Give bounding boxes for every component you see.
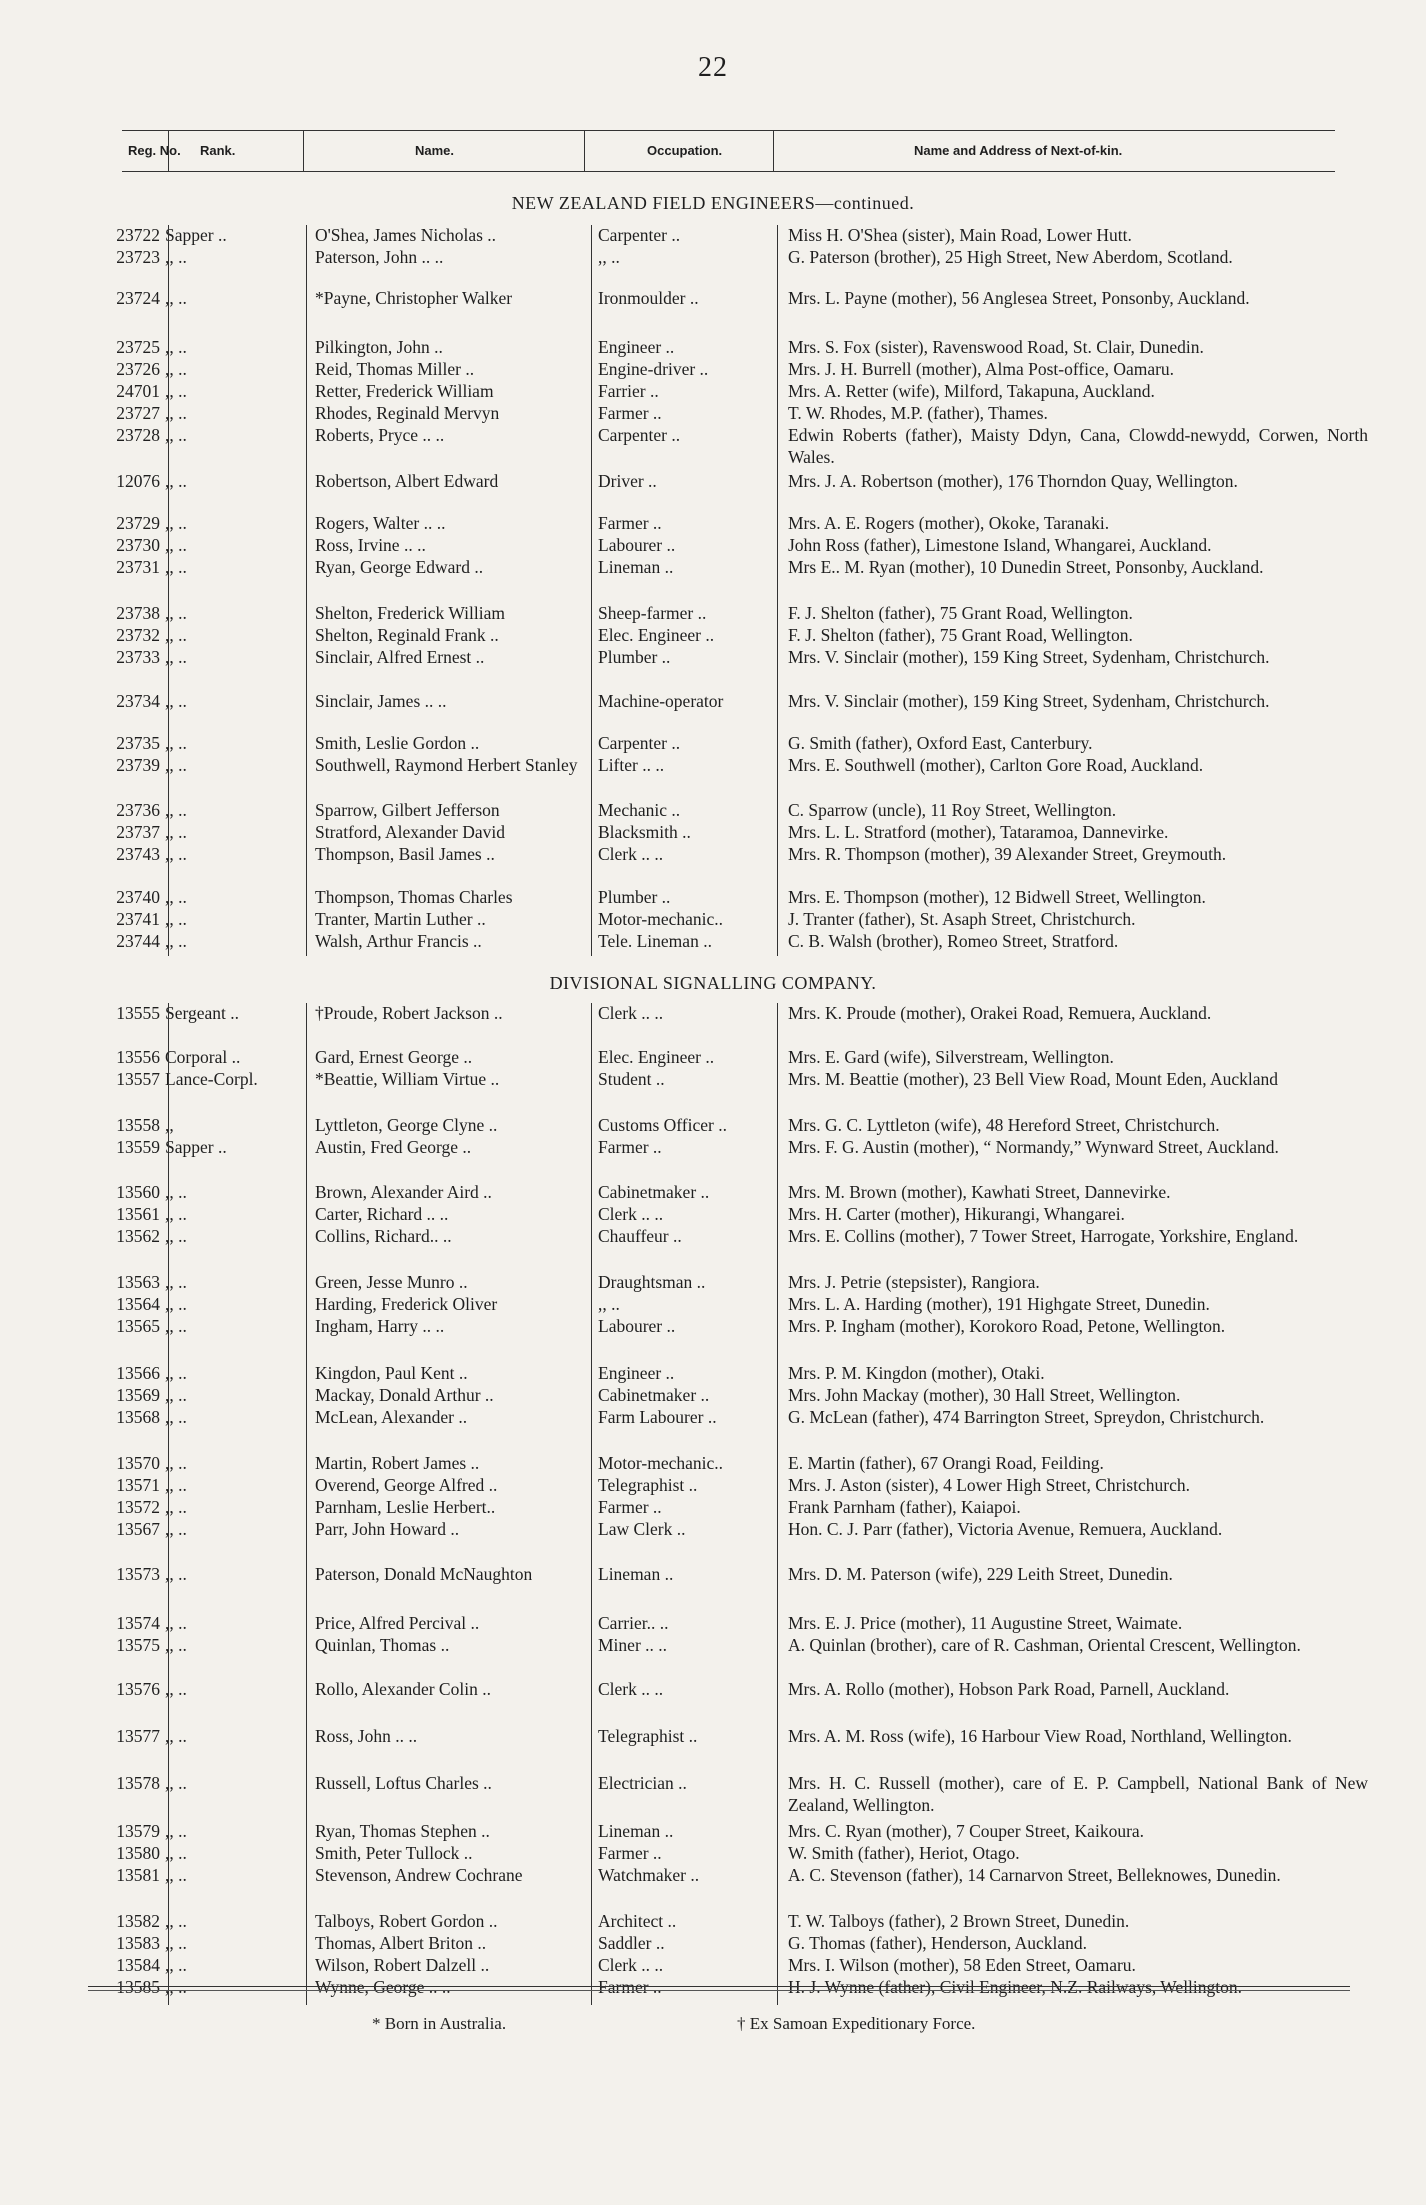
name-cell: Rhodes, Reginald Mervyn — [315, 403, 500, 423]
rank-cell: ,, .. — [165, 1519, 187, 1539]
next-of-kin-cell: Mrs. M. Brown (mother), Kawhati Street, Dannevirke. — [788, 1182, 1171, 1202]
rank-cell: ,, .. — [165, 1294, 187, 1314]
rank-cell: ,, — [165, 1115, 174, 1135]
name-cell: Tranter, Martin Luther .. — [315, 909, 486, 929]
next-of-kin-cell: Mrs. V. Sinclair (mother), 159 King Street, Sydenham, Christchurch. — [788, 647, 1270, 667]
occupation-cell: Farmer .. — [598, 1843, 662, 1863]
rank-cell: ,, .. — [165, 1933, 187, 1953]
reg-no-cell: 13565 — [116, 1316, 160, 1336]
occupation-cell: ,, .. — [598, 247, 620, 267]
reg-no-cell: 13581 — [116, 1865, 160, 1885]
reg-no-cell: 23731 — [116, 557, 160, 577]
name-cell: Shelton, Frederick William — [315, 603, 505, 623]
rank-cell: ,, .. — [165, 1635, 187, 1655]
name-cell: Lyttleton, George Clyne .. — [315, 1115, 498, 1135]
name-cell: Ryan, Thomas Stephen .. — [315, 1821, 490, 1841]
next-of-kin-cell: Mrs. K. Proude (mother), Orakei Road, Remuera, Auckland. — [788, 1003, 1212, 1023]
reg-no-cell: 13580 — [116, 1843, 160, 1863]
reg-no-cell: 13559 — [116, 1137, 160, 1157]
next-of-kin-cell: A. C. Stevenson (father), 14 Carnarvon Street, Belleknowes, Dunedin. — [788, 1865, 1281, 1885]
next-of-kin-cell: C. Sparrow (uncle), 11 Roy Street, Wellington. — [788, 800, 1117, 820]
reg-no-cell: 13558 — [116, 1115, 160, 1135]
occupation-cell: Mechanic .. — [598, 800, 681, 820]
name-cell: Sinclair, James .. .. — [315, 691, 447, 711]
occupation-cell: Lineman .. — [598, 557, 674, 577]
footnote-samoan: † Ex Samoan Expeditionary Force. — [737, 2014, 976, 2033]
next-of-kin-cell: Mrs. H. C. Russell (mother), care of E. P. Campbell, National Bank of New Zealand, Wellington. — [788, 1773, 1368, 1815]
name-cell: Parr, John Howard .. — [315, 1519, 460, 1539]
name-cell: Kingdon, Paul Kent .. — [315, 1363, 468, 1383]
reg-no-cell: 13574 — [116, 1613, 160, 1633]
occupation-cell: Cabinetmaker .. — [598, 1385, 710, 1405]
next-of-kin-cell: A. Quinlan (brother), care of R. Cashman, Oriental Crescent, Wellington. — [788, 1635, 1301, 1655]
next-of-kin-cell: F. J. Shelton (father), 75 Grant Road, Wellington. — [788, 625, 1133, 645]
rank-cell: ,, .. — [165, 1316, 187, 1336]
name-cell: McLean, Alexander .. — [315, 1407, 468, 1427]
rank-cell: ,, .. — [165, 1204, 187, 1224]
rank-cell: ,, .. — [165, 603, 187, 623]
next-of-kin-cell: Mrs. S. Fox (sister), Ravenswood Road, St. Clair, Dunedin. — [788, 337, 1204, 357]
occupation-cell: Blacksmith .. — [598, 822, 691, 842]
name-cell: Thompson, Basil James .. — [315, 844, 495, 864]
page-number: 22 — [698, 52, 728, 83]
rank-cell: ,, .. — [165, 1726, 187, 1746]
next-of-kin-cell: Mrs. L. A. Harding (mother), 191 Highgate Street, Dunedin. — [788, 1294, 1210, 1314]
rank-cell: ,, .. — [165, 1613, 187, 1633]
section-title-field-engineers: NEW ZEALAND FIELD ENGINEERS—continued. — [511, 193, 915, 213]
reg-no-cell: 13583 — [116, 1933, 160, 1953]
rank-cell: ,, .. — [165, 337, 187, 357]
occupation-cell: Farm Labourer .. — [598, 1407, 717, 1427]
occupation-cell: Plumber .. — [598, 647, 671, 667]
rank-cell: Sapper .. — [165, 225, 227, 245]
occupation-cell: Plumber .. — [598, 887, 671, 907]
name-cell: Overend, George Alfred .. — [315, 1475, 498, 1495]
reg-no-cell: 23744 — [116, 931, 160, 951]
name-cell: Russell, Loftus Charles .. — [315, 1773, 492, 1793]
next-of-kin-cell: Mrs. D. M. Paterson (wife), 229 Leith Street, Dunedin. — [788, 1564, 1173, 1584]
rank-cell: ,, .. — [165, 1911, 187, 1931]
rank-cell: ,, .. — [165, 844, 187, 864]
next-of-kin-cell: Mrs. A. Retter (wife), Milford, Takapuna, Auckland. — [788, 381, 1155, 401]
occupation-cell: Clerk .. .. — [598, 1679, 664, 1699]
reg-no-cell: 13557 — [116, 1069, 160, 1089]
occupation-cell: Lineman .. — [598, 1564, 674, 1584]
rank-cell: ,, .. — [165, 755, 187, 775]
name-cell: Paterson, John .. .. — [315, 247, 444, 267]
next-of-kin-cell: Mrs. E. Thompson (mother), 12 Bidwell Street, Wellington. — [788, 887, 1206, 907]
name-cell: Austin, Fred George .. — [315, 1137, 472, 1157]
table-header — [122, 130, 1335, 172]
header-occupation: Occupation. — [647, 143, 723, 158]
reg-no-cell: 23741 — [116, 909, 160, 929]
name-cell: Robertson, Albert Edward — [315, 471, 499, 491]
occupation-cell: Carpenter .. — [598, 425, 681, 445]
rank-cell: ,, .. — [165, 625, 187, 645]
occupation-cell: Elec. Engineer .. — [598, 625, 715, 645]
reg-no-cell: 23732 — [116, 625, 160, 645]
next-of-kin-cell: E. Martin (father), 67 Orangi Road, Feilding. — [788, 1453, 1104, 1473]
occupation-cell: Clerk .. .. — [598, 1003, 664, 1023]
name-cell: Talboys, Robert Gordon .. — [315, 1911, 498, 1931]
next-of-kin-cell: Mrs. E. Southwell (mother), Carlton Gore Road, Auckland. — [788, 755, 1204, 775]
header-rank: Rank. — [200, 143, 236, 158]
rank-cell: Sapper .. — [165, 1137, 227, 1157]
next-of-kin-cell: G. McLean (father), 474 Barrington Street, Spreydon, Christchurch. — [788, 1407, 1265, 1427]
occupation-cell: Tele. Lineman .. — [598, 931, 712, 951]
reg-no-cell: 23733 — [116, 647, 160, 667]
reg-no-cell: 13573 — [116, 1564, 160, 1584]
reg-no-cell: 23736 — [116, 800, 160, 820]
next-of-kin-cell: H. J. Wynne (father), Civil Engineer, N.Z. Railways, Wellington. — [788, 1977, 1243, 1997]
name-cell: Stevenson, Andrew Cochrane — [315, 1865, 523, 1885]
next-of-kin-cell: Mrs. A. Rollo (mother), Hobson Park Road, Parnell, Auckland. — [788, 1679, 1230, 1699]
next-of-kin-cell: J. Tranter (father), St. Asaph Street, Christchurch. — [788, 909, 1136, 929]
reg-no-cell: 13563 — [116, 1272, 160, 1292]
rank-cell: ,, .. — [165, 247, 187, 267]
reg-no-cell: 23743 — [116, 844, 160, 864]
header-name: Name. — [415, 143, 455, 158]
next-of-kin-cell: Hon. C. J. Parr (father), Victoria Avenue, Remuera, Auckland. — [788, 1519, 1223, 1539]
occupation-cell: Farrier .. — [598, 381, 659, 401]
name-cell: Reid, Thomas Miller .. — [315, 359, 475, 379]
column-rule — [306, 1003, 307, 2005]
rank-cell: ,, .. — [165, 1407, 187, 1427]
reg-no-cell: 13585 — [116, 1977, 160, 1997]
name-cell: Ingham, Harry .. .. — [315, 1316, 445, 1336]
rank-cell: ,, .. — [165, 909, 187, 929]
occupation-cell: Sheep-farmer .. — [598, 603, 707, 623]
reg-no-cell: 23729 — [116, 513, 160, 533]
reg-no-cell: 13570 — [116, 1453, 160, 1473]
occupation-cell: ,, .. — [598, 1294, 620, 1314]
reg-no-cell: 13566 — [116, 1363, 160, 1383]
name-cell: Stratford, Alexander David — [315, 822, 506, 842]
next-of-kin-cell: Mrs. I. Wilson (mother), 58 Eden Street, Oamaru. — [788, 1955, 1136, 1975]
occupation-cell: Cabinetmaker .. — [598, 1182, 710, 1202]
next-of-kin-cell: Mrs. R. Thompson (mother), 39 Alexander Street, Greymouth. — [788, 844, 1227, 864]
name-cell: Retter, Frederick William — [315, 381, 494, 401]
next-of-kin-cell: Mrs. P. Ingham (mother), Korokoro Road, Petone, Wellington. — [788, 1316, 1226, 1336]
rank-cell: Corporal .. — [165, 1047, 241, 1067]
column-rule — [168, 225, 169, 956]
next-of-kin-cell: Mrs. E. Collins (mother), 7 Tower Street, Harrogate, Yorkshire, England. — [788, 1226, 1299, 1246]
rank-cell: ,, .. — [165, 1865, 187, 1885]
occupation-cell: Telegraphist .. — [598, 1726, 698, 1746]
name-cell: Rogers, Walter .. .. — [315, 513, 446, 533]
rank-cell: ,, .. — [165, 359, 187, 379]
next-of-kin-cell: Frank Parnham (father), Kaiapoi. — [788, 1497, 1021, 1517]
rank-cell: ,, .. — [165, 822, 187, 842]
occupation-cell: Motor-mechanic.. — [598, 909, 724, 929]
next-of-kin-cell: C. B. Walsh (brother), Romeo Street, Stratford. — [788, 931, 1119, 951]
header-kin: Name and Address of Next-of-kin. — [914, 143, 1123, 158]
next-of-kin-cell: T. W. Talboys (father), 2 Brown Street, Dunedin. — [788, 1911, 1130, 1931]
next-of-kin-cell: Mrs. M. Beattie (mother), 23 Bell View Road, Mount Eden, Auckland — [788, 1069, 1279, 1089]
reg-no-cell: 13579 — [116, 1821, 160, 1841]
occupation-cell: Labourer .. — [598, 1316, 676, 1336]
rank-cell: ,, .. — [165, 1363, 187, 1383]
occupation-cell: Engineer .. — [598, 337, 675, 357]
reg-no-cell: 13568 — [116, 1407, 160, 1427]
rank-cell: ,, .. — [165, 1843, 187, 1863]
reg-no-cell: 23740 — [116, 887, 160, 907]
next-of-kin-cell: Mrs. A. M. Ross (wife), 16 Harbour View Road, Northland, Wellington. — [788, 1726, 1292, 1746]
occupation-cell: Farmer .. — [598, 1137, 662, 1157]
next-of-kin-cell: Mrs. L. Payne (mother), 56 Anglesea Street, Ponsonby, Auckland. — [788, 288, 1250, 308]
rank-cell: ,, .. — [165, 1385, 187, 1405]
reg-no-cell: 24701 — [116, 381, 160, 401]
next-of-kin-cell: Mrs. C. Ryan (mother), 7 Couper Street, Kaikoura. — [788, 1821, 1145, 1841]
footer-rule-secondary — [88, 1990, 1350, 1991]
reg-no-cell: 23726 — [116, 359, 160, 379]
column-rule — [168, 1003, 169, 2005]
occupation-cell: Clerk .. .. — [598, 1955, 664, 1975]
name-cell: Ryan, George Edward .. — [315, 557, 484, 577]
reg-no-cell: 23739 — [116, 755, 160, 775]
reg-no-cell: 13567 — [116, 1519, 160, 1539]
reg-no-cell: 13578 — [116, 1773, 160, 1793]
name-cell: Price, Alfred Percival .. — [315, 1613, 480, 1633]
reg-no-cell: 13584 — [116, 1955, 160, 1975]
name-cell: Smith, Leslie Gordon .. — [315, 733, 480, 753]
name-cell: *Beattie, William Virtue .. — [315, 1069, 500, 1089]
rank-cell: ,, .. — [165, 425, 187, 445]
reg-no-cell: 23734 — [116, 691, 160, 711]
next-of-kin-cell: Mrs. A. E. Rogers (mother), Okoke, Taranaki. — [788, 513, 1110, 533]
reg-no-cell: 23723 — [116, 247, 160, 267]
name-cell: Martin, Robert James .. — [315, 1453, 480, 1473]
name-cell: Sinclair, Alfred Ernest .. — [315, 647, 485, 667]
rank-cell: ,, .. — [165, 1497, 187, 1517]
reg-no-cell: 23725 — [116, 337, 160, 357]
next-of-kin-cell: Mrs. F. G. Austin (mother), “ Normandy,” Wynward Street, Auckland. — [788, 1137, 1279, 1157]
reg-no-cell: 23730 — [116, 535, 160, 555]
occupation-cell: Architect .. — [598, 1911, 677, 1931]
next-of-kin-cell: Mrs. H. Carter (mother), Hikurangi, Whangarei. — [788, 1204, 1125, 1224]
name-cell: Quinlan, Thomas .. — [315, 1635, 450, 1655]
name-cell: Paterson, Donald McNaughton — [315, 1564, 533, 1584]
reg-no-cell: 13562 — [116, 1226, 160, 1246]
name-cell: Thompson, Thomas Charles — [315, 887, 513, 907]
reg-no-cell: 13575 — [116, 1635, 160, 1655]
rank-cell: ,, .. — [165, 1977, 187, 1997]
rank-cell: ,, .. — [165, 800, 187, 820]
occupation-cell: Clerk .. .. — [598, 1204, 664, 1224]
occupation-cell: Student .. — [598, 1069, 665, 1089]
name-cell: Shelton, Reginald Frank .. — [315, 625, 499, 645]
name-cell: Collins, Richard.. .. — [315, 1226, 452, 1246]
header-reg-no: Reg. No. — [128, 143, 181, 158]
rank-cell: ,, .. — [165, 887, 187, 907]
column-rule — [306, 225, 307, 956]
next-of-kin-cell: Mrs. L. L. Stratford (mother), Tataramoa, Dannevirke. — [788, 822, 1169, 842]
next-of-kin-cell: W. Smith (father), Heriot, Otago. — [788, 1843, 1020, 1863]
footer-rule — [88, 1986, 1350, 1987]
next-of-kin-cell: Mrs. J. A. Robertson (mother), 176 Thorndon Quay, Wellington. — [788, 471, 1238, 491]
next-of-kin-cell: Mrs. E. Gard (wife), Silverstream, Wellington. — [788, 1047, 1114, 1067]
name-cell: Parnham, Leslie Herbert.. — [315, 1497, 496, 1517]
rank-cell: ,, .. — [165, 471, 187, 491]
footnote-born-australia: * Born in Australia. — [372, 2014, 507, 2033]
reg-no-cell: 12076 — [116, 471, 160, 491]
name-cell: †Proude, Robert Jackson .. — [315, 1003, 503, 1023]
rank-cell: ,, .. — [165, 1226, 187, 1246]
next-of-kin-cell: Mrs. P. M. Kingdon (mother), Otaki. — [788, 1363, 1045, 1383]
rank-cell: ,, .. — [165, 1182, 187, 1202]
occupation-cell: Clerk .. .. — [598, 844, 664, 864]
reg-no-cell: 13564 — [116, 1294, 160, 1314]
reg-no-cell: 13561 — [116, 1204, 160, 1224]
rank-cell: ,, .. — [165, 1955, 187, 1975]
rank-cell: ,, .. — [165, 1453, 187, 1473]
next-of-kin-cell: Mrs. J. Petrie (stepsister), Rangiora. — [788, 1272, 1040, 1292]
next-of-kin-cell: Mrs. J. H. Burrell (mother), Alma Post-office, Oamaru. — [788, 359, 1175, 379]
reg-no-cell: 23728 — [116, 425, 160, 445]
rank-cell: ,, .. — [165, 733, 187, 753]
name-cell: Walsh, Arthur Francis .. — [315, 931, 482, 951]
next-of-kin-cell: Mrs. E. J. Price (mother), 11 Augustine Street, Waimate. — [788, 1613, 1183, 1633]
next-of-kin-cell: Edwin Roberts (father), Maisty Ddyn, Cana, Clowdd-newydd, Corwen, North Wales. — [788, 425, 1368, 467]
next-of-kin-cell: Mrs. G. C. Lyttleton (wife), 48 Hereford Street, Christchurch. — [788, 1115, 1220, 1135]
occupation-cell: Farmer .. — [598, 1977, 662, 1997]
reg-no-cell: 23738 — [116, 603, 160, 623]
occupation-cell: Engine-driver .. — [598, 359, 709, 379]
name-cell: Ross, John .. .. — [315, 1726, 418, 1746]
reg-no-cell: 13572 — [116, 1497, 160, 1517]
name-cell: Wynne, George .. .. — [315, 1977, 451, 1997]
occupation-cell: Engineer .. — [598, 1363, 675, 1383]
reg-no-cell: 23735 — [116, 733, 160, 753]
name-cell: Mackay, Donald Arthur .. — [315, 1385, 494, 1405]
next-of-kin-cell: Mrs E.. M. Ryan (mother), 10 Dunedin Street, Ponsonby, Auckland. — [788, 557, 1264, 577]
rank-cell: ,, .. — [165, 403, 187, 423]
reg-no-cell: 23722 — [116, 225, 160, 245]
occupation-cell: Watchmaker .. — [598, 1865, 700, 1885]
rank-cell: ,, .. — [165, 1773, 187, 1793]
occupation-cell: Carpenter .. — [598, 225, 681, 245]
name-cell: Ross, Irvine .. .. — [315, 535, 426, 555]
occupation-cell: Ironmoulder .. — [598, 288, 699, 308]
rank-cell: ,, .. — [165, 1821, 187, 1841]
name-cell: Smith, Peter Tullock .. — [315, 1843, 473, 1863]
rank-cell: ,, .. — [165, 1564, 187, 1584]
rank-cell: ,, .. — [165, 1272, 187, 1292]
occupation-cell: Driver .. — [598, 471, 657, 491]
column-rule — [591, 225, 592, 956]
rank-cell: Sergeant .. — [165, 1003, 240, 1023]
reg-no-cell: 13555 — [116, 1003, 160, 1023]
name-cell: Brown, Alexander Aird .. — [315, 1182, 492, 1202]
rank-cell: ,, .. — [165, 1475, 187, 1495]
occupation-cell: Chauffeur .. — [598, 1226, 682, 1246]
name-cell: Roberts, Pryce .. .. — [315, 425, 445, 445]
rank-cell: ,, .. — [165, 1679, 187, 1699]
next-of-kin-cell: G. Thomas (father), Henderson, Auckland. — [788, 1933, 1088, 1953]
reg-no-cell: 23737 — [116, 822, 160, 842]
reg-no-cell: 23724 — [116, 288, 160, 308]
reg-no-cell: 13576 — [116, 1679, 160, 1699]
occupation-cell: Elec. Engineer .. — [598, 1047, 715, 1067]
name-cell: Wilson, Robert Dalzell .. — [315, 1955, 490, 1975]
name-cell: Rollo, Alexander Colin .. — [315, 1679, 491, 1699]
occupation-cell: Customs Officer .. — [598, 1115, 727, 1135]
next-of-kin-cell: Mrs. V. Sinclair (mother), 159 King Street, Sydenham, Christchurch. — [788, 691, 1270, 711]
name-cell: Carter, Richard .. .. — [315, 1204, 449, 1224]
rank-cell: ,, .. — [165, 931, 187, 951]
column-rule — [591, 1003, 592, 2005]
occupation-cell: Miner .. .. — [598, 1635, 668, 1655]
occupation-cell: Motor-mechanic.. — [598, 1453, 724, 1473]
next-of-kin-cell: Mrs. John Mackay (mother), 30 Hall Street, Wellington. — [788, 1385, 1181, 1405]
rank-cell: ,, .. — [165, 557, 187, 577]
occupation-cell: Saddler .. — [598, 1933, 665, 1953]
rank-cell: ,, .. — [165, 535, 187, 555]
occupation-cell: Lifter .. .. — [598, 755, 665, 775]
name-cell: Thomas, Albert Briton .. — [315, 1933, 487, 1953]
reg-no-cell: 13571 — [116, 1475, 160, 1495]
reg-no-cell: 13582 — [116, 1911, 160, 1931]
occupation-cell: Law Clerk .. — [598, 1519, 686, 1539]
occupation-cell: Draughtsman .. — [598, 1272, 706, 1292]
next-of-kin-cell: Miss H. O'Shea (sister), Main Road, Lower Hutt. — [788, 225, 1132, 245]
occupation-cell: Lineman .. — [598, 1821, 674, 1841]
name-cell: Southwell, Raymond Herbert Stanley — [315, 755, 578, 775]
next-of-kin-cell: G. Paterson (brother), 25 High Street, New Aberdom, Scotland. — [788, 247, 1233, 267]
name-cell: O'Shea, James Nicholas .. — [315, 225, 497, 245]
occupation-cell: Labourer .. — [598, 535, 676, 555]
rank-cell: Lance-Corpl. — [165, 1069, 258, 1089]
rank-cell: ,, .. — [165, 691, 187, 711]
name-cell: Pilkington, John .. — [315, 337, 443, 357]
next-of-kin-cell: John Ross (father), Limestone Island, Whangarei, Auckland. — [788, 535, 1212, 555]
name-cell: *Payne, Christopher Walker — [315, 288, 513, 308]
rank-cell: ,, .. — [165, 513, 187, 533]
reg-no-cell: 13577 — [116, 1726, 160, 1746]
name-cell: Sparrow, Gilbert Jefferson — [315, 800, 500, 820]
occupation-cell: Carrier.. .. — [598, 1613, 669, 1633]
reg-no-cell: 23727 — [116, 403, 160, 423]
column-rule — [777, 1003, 778, 2005]
reg-no-cell: 13569 — [116, 1385, 160, 1405]
reg-no-cell: 13560 — [116, 1182, 160, 1202]
rank-cell: ,, .. — [165, 381, 187, 401]
reg-no-cell: 13556 — [116, 1047, 160, 1067]
occupation-cell: Farmer .. — [598, 403, 662, 423]
occupation-cell: Carpenter .. — [598, 733, 681, 753]
occupation-cell: Farmer .. — [598, 1497, 662, 1517]
next-of-kin-cell: T. W. Rhodes, M.P. (father), Thames. — [788, 403, 1048, 423]
next-of-kin-cell: G. Smith (father), Oxford East, Canterbury. — [788, 733, 1093, 753]
occupation-cell: Farmer .. — [598, 513, 662, 533]
occupation-cell: Electrician .. — [598, 1773, 687, 1793]
occupation-cell: Machine-operator — [598, 691, 724, 711]
column-rule — [777, 225, 778, 956]
section-title-signalling: DIVISIONAL SIGNALLING COMPANY. — [549, 973, 877, 993]
name-cell: Gard, Ernest George .. — [315, 1047, 473, 1067]
name-cell: Harding, Frederick Oliver — [315, 1294, 498, 1314]
occupation-cell: Telegraphist .. — [598, 1475, 698, 1495]
next-of-kin-cell: F. J. Shelton (father), 75 Grant Road, Wellington. — [788, 603, 1133, 623]
next-of-kin-cell: Mrs. J. Aston (sister), 4 Lower High Street, Christchurch. — [788, 1475, 1190, 1495]
name-cell: Green, Jesse Munro .. — [315, 1272, 468, 1292]
rank-cell: ,, .. — [165, 647, 187, 667]
rank-cell: ,, .. — [165, 288, 187, 308]
